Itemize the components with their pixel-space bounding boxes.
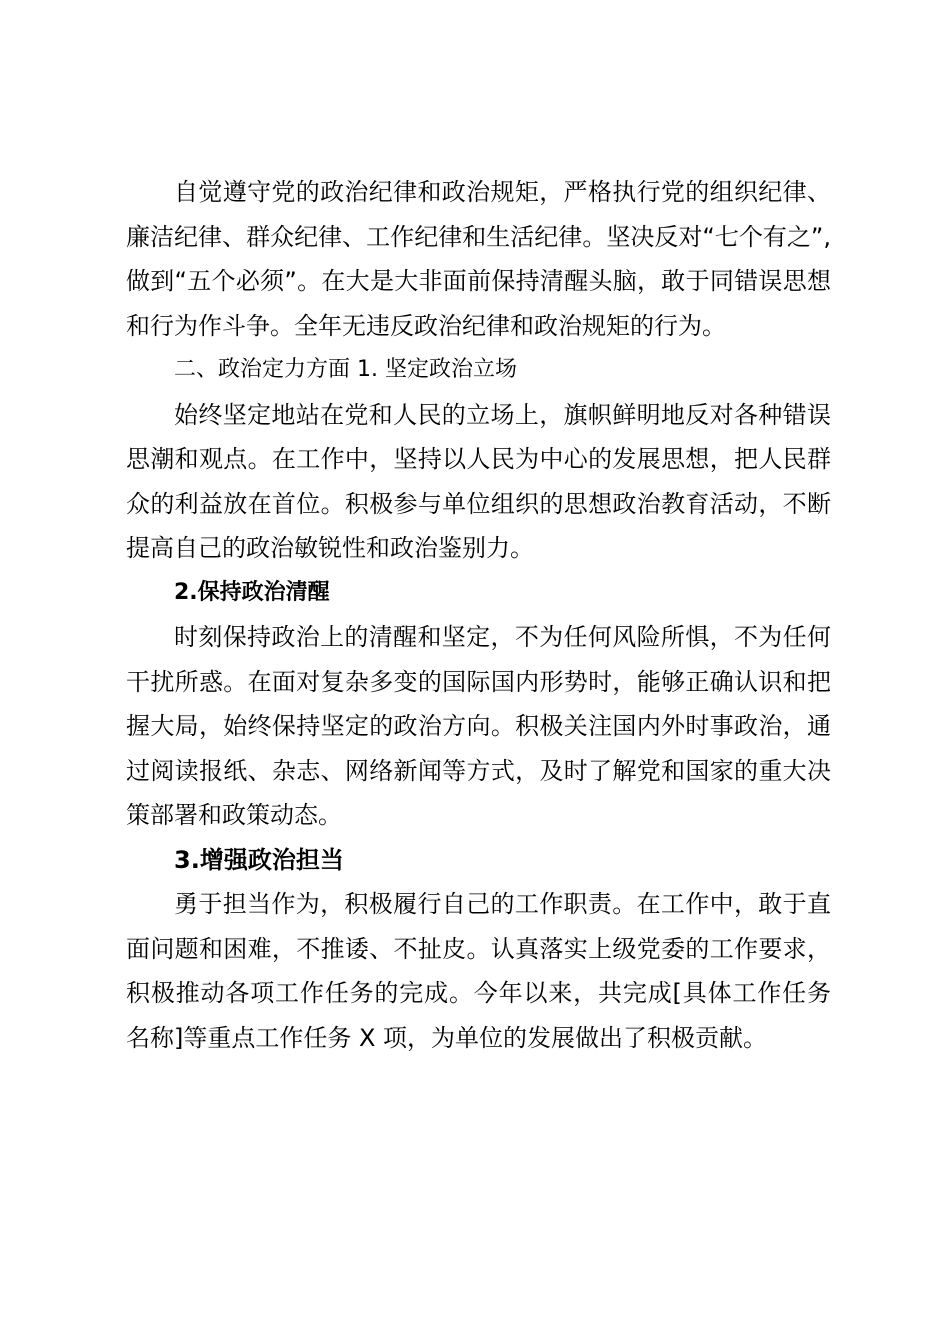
subheading-political-responsibility: 3.增强政治担当 xyxy=(174,845,344,874)
section-heading-political-stance: 二、政治定力方面 1. 坚定政治立场 xyxy=(174,357,517,382)
paragraph-discipline: 自觉遵守党的政治纪律和政治规矩，严格执行党的组织纪律、廉洁纪律、群众纪律、工作纪律和生活纪律。坚决反对“七个有之”,做到“五个必须”。在大是大非面前保持清醒头脑，敢于同错误思想和行为作斗争。全年无违反政治纪律和政治规矩的行为。 xyxy=(126,178,831,340)
subheading-political-clarity: 2.保持政治清醒 xyxy=(174,579,330,605)
paragraph-political-clarity: 时刻保持政治上的清醒和坚定，不为任何风险所惧，不为任何干扰所惑。在面对复杂多变的国际国内形势时，能够正确认识和把握大局，始终保持坚定的政治方向。积极关注国内外时事政治，通过阅读报纸、杂志、网络新闻等方式，及时了解党和国家的重大决策部署和政策动态。 xyxy=(126,623,831,829)
paragraph-political-stance: 始终坚定地站在党和人民的立场上，旗帜鲜明地反对各种错误思潮和观点。在工作中，坚持以人民为中心的发展思想，把人民群众的利益放在首位。积极参与单位组织的思想政治教育活动，不断提高自己的政治敏锐性和政治鉴别力。 xyxy=(126,400,831,562)
paragraph-political-responsibility: 勇于担当作为，积极履行自己的工作职责。在工作中，敢于直面问题和困难，不推诿、不扯皮。认真落实上级党委的工作要求，积极推动各项工作任务的完成。今年以来，共完成[具体工作任务名称]等重点工作任务 X 项，为单位的发展做出了积极贡献。 xyxy=(126,890,831,1052)
document-body xyxy=(126,170,831,1060)
